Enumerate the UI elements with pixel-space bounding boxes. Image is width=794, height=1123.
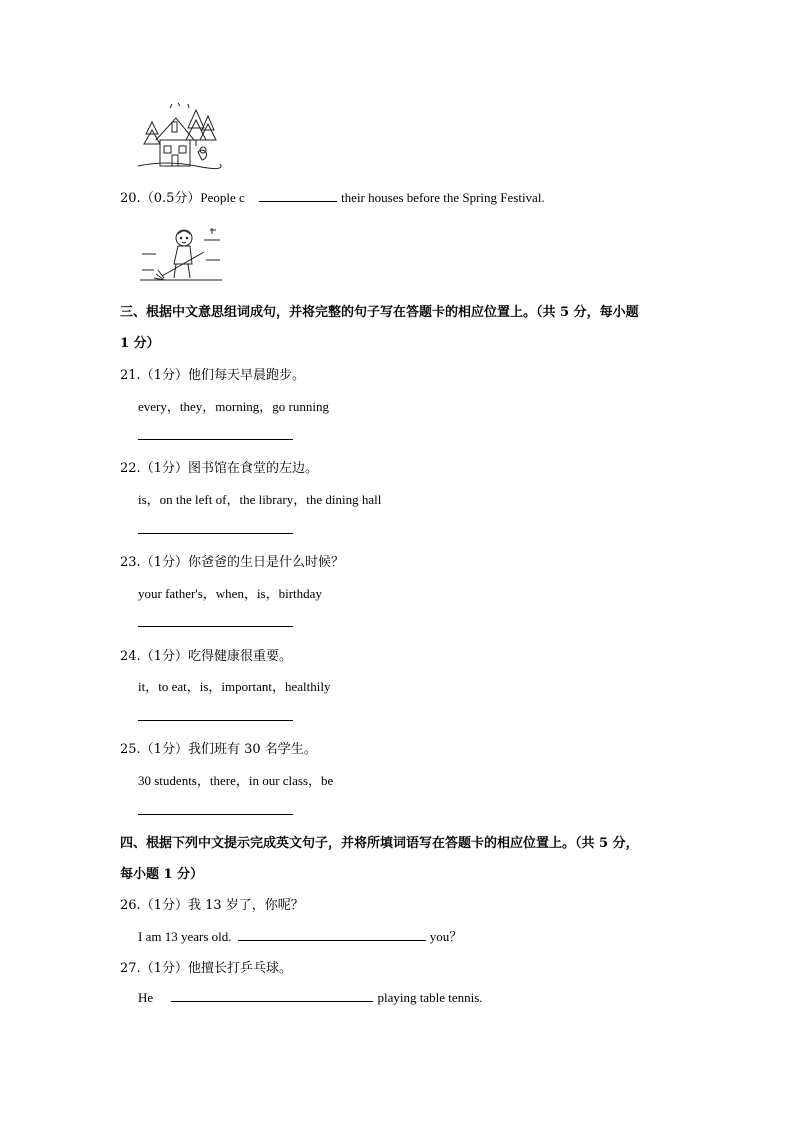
question-24-label: 24.（1分）吃得健康很重要。 — [120, 649, 292, 664]
question-20 — [120, 187, 545, 206]
sentence-suffix: you？ — [429, 929, 463, 944]
sentence-prefix: He — [138, 990, 154, 1005]
answer-line-25[interactable] — [138, 814, 293, 815]
answer-line-24[interactable] — [138, 720, 293, 721]
question-21-words: every，they，morning，go running — [138, 399, 329, 414]
question-26-label: 26.（1分）我 13 岁了，你呢？ — [120, 898, 304, 913]
question-22-label: 22.（1分）图书馆在食堂的左边。 — [120, 461, 318, 476]
section-4-heading-line1: 四、根据下列中文提示完成英文句子，并将所填词语写在答题卡的相应位置上。（共 5 分， — [120, 836, 639, 851]
question-27-label: 27.（1分）他擅长打乒乓球。 — [120, 961, 292, 976]
answer-line-23[interactable] — [138, 626, 293, 627]
question-22-words: is，on the left of，the library，the dining hall — [138, 492, 382, 507]
answer-line-21[interactable] — [138, 439, 293, 440]
sentence-suffix: playing table tennis. — [377, 990, 483, 1005]
section-4-heading-line2: 每小题 1 分） — [120, 867, 204, 882]
snowy-house-icon — [136, 100, 222, 172]
answer-line-22[interactable] — [138, 533, 293, 534]
section-3-heading-line1: 三、根据中文意思组词成句，并将完整的句子写在答题卡的相应位置上。（共 5 分，每小题 — [120, 305, 639, 320]
question-prefix: People c — [200, 190, 245, 205]
sentence-prefix: I am 13 years old. — [138, 929, 232, 944]
question-21-label: 21.（1分）他们每天早晨跑步。 — [120, 368, 305, 383]
question-23-label: 23.（1分）你爸爸的生日是什么时候？ — [120, 555, 344, 570]
question-number: 20. — [120, 191, 141, 206]
section-3-heading-line2: 1 分） — [120, 336, 160, 351]
question-25-label: 25.（1分）我们班有 30 名学生。 — [120, 742, 317, 757]
question-24-words: it，to eat，is，important，healthily — [138, 679, 331, 694]
question-25-words: 30 students，there，in our class，be — [138, 773, 334, 788]
answer-blank-27[interactable] — [171, 989, 373, 1002]
question-score: （0.5分） — [140, 191, 201, 206]
answer-blank[interactable] — [259, 189, 337, 202]
answer-blank-26[interactable] — [238, 928, 426, 941]
question-23-words: your father's，when，is，birthday — [138, 586, 322, 601]
question-suffix: their houses before the Spring Festival. — [341, 190, 545, 205]
question-26-sentence — [138, 926, 462, 945]
boy-sweeping-icon — [138, 224, 224, 284]
question-27-sentence — [138, 989, 483, 1006]
